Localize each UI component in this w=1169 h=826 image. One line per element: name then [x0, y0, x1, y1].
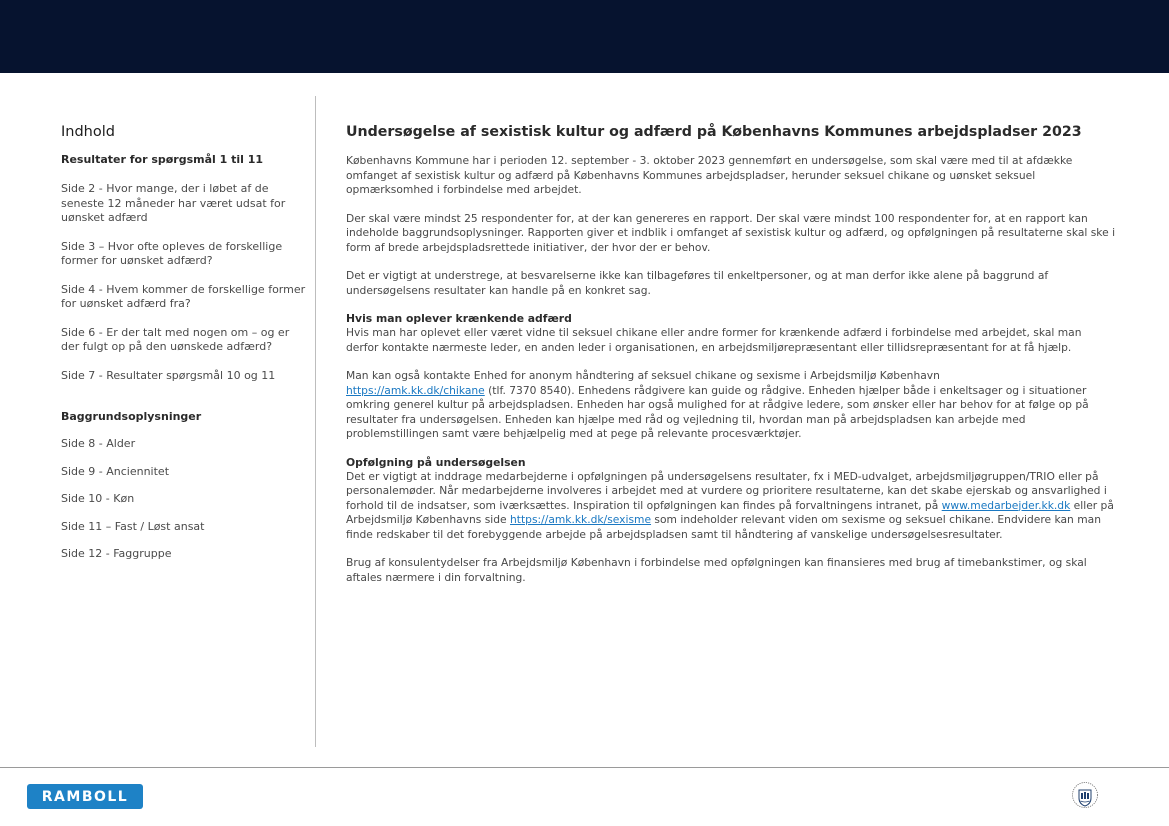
toc-heading: Indhold — [61, 124, 115, 140]
sexisme-link[interactable]: https://amk.kk.dk/sexisme — [510, 513, 652, 526]
table-of-contents — [61, 124, 306, 575]
toc-background-list — [61, 437, 306, 562]
followup-text-a: Det er vigtigt at inddrage medarbejderne i opfølgningen på undersøgelsens resultater, fx i MED-udvalget, arbejdsmiljøgruppen/TRIO eller på personalemøder. Når medarbejderne involveres i arbejdet med at vurdere og prioritere resultaterne, kan det skabe ejerskab og ansvarlighed i forhold til de indsatser, som iværksættes. Inspiration til opfølgningen kan findes på forvaltningens intranet, på — [346, 469, 1107, 512]
intro-paragraph: Københavns Kommune har i perioden 12. september - 3. oktober 2023 gennemført en undersøgelse, som skal være med til at afdække omfanget af sexistisk kultur og adfærd på Københavns Kommunes arbejdspladser, herunder seksuel chikane og uønsket seksuel opmærksomhed i forbindelse med arbejdet. — [346, 154, 1073, 196]
toc-results-list — [61, 182, 306, 383]
footer-divider — [0, 767, 1169, 768]
medarbejder-link[interactable]: www.medarbejder.kk.dk — [941, 498, 1071, 512]
page-title: Undersøgelse af sexistisk kultur og adfærd på Københavns Kommunes arbejdspladser 2023 — [346, 124, 1082, 140]
ramboll-logo: RAMBOLL — [27, 784, 143, 809]
toc-item-side-9[interactable]: Side 9 - Anciennitet — [61, 464, 170, 478]
main-content — [346, 124, 1116, 599]
anonymous-unit-text: (tlf. 7370 8540). Enhedens rådgivere kan guide og rådgive. Enheden hjælper både i enkeltsager og i situationer omkring generel kultur på arbejdspladsen. Enheden har også mulighed for at rådgive ledere, som ønsker eller har behov for at følge op på resultater fra undersøgelsen. Enheden kan hjælpe med råd og vejledning til, hvordan man på arbejdspladsen kan arbejde med problemstillingen samt være behjælpelig med at pege på relevante procesværktøjer. — [346, 383, 1089, 440]
toc-item-side-2[interactable]: Side 2 - Hvor mange, der i løbet af de seneste 12 måneder har været udsat for uønsket adfærd — [61, 182, 286, 224]
toc-item-side-10[interactable]: Side 10 - Køn — [61, 492, 135, 505]
offensive-behaviour-heading: Hvis man oplever krænkende adfærd — [346, 312, 572, 325]
toc-item-side-6[interactable]: Side 6 - Er der talt med nogen om – og er der fulgt op på den uønskede adfærd? — [61, 325, 290, 353]
offensive-behaviour-paragraph: Hvis man har oplevet eller været vidne til seksuel chikane eller andre former for krænkende adfærd i forbindelse med arbejdet, skal man derfor kontakte nærmeste leder, en anden leder i organisationen, en arbejdsmiljørepræsentant eller tillidsrepræsentant for at få hjælp. — [346, 326, 1082, 354]
followup-paragraph — [346, 470, 1116, 543]
toc-item-side-11[interactable]: Side 11 – Fast / Løst ansat — [61, 519, 205, 533]
respondents-paragraph: Der skal være mindst 25 respondenter for, at der kan genereres en rapport. Der skal være mindst 100 respondenter for, at en rapport kan indeholde baggrundsoplysninger. Rapporten giver et indblik i omfanget af sexistisk kultur og adfærd, og opfølgningen på resultaterne skal ske i form af brede arbejdspladsrettede initiativer, der hvor der er behov. — [346, 211, 1116, 254]
toc-item-side-8[interactable]: Side 8 - Alder — [61, 437, 136, 450]
consultancy-paragraph: Brug af konsulentydelser fra Arbejdsmiljø København i forbindelse med opfølgningen kan finansieres med brug af timebankstimer, og skal aftales nærmere i din forvaltning. — [346, 556, 1087, 584]
toc-item-side-7[interactable]: Side 7 - Resultater spørgsmål 10 og 11 — [61, 368, 276, 382]
top-banner — [0, 0, 1169, 73]
toc-item-side-12[interactable]: Side 12 - Faggruppe — [61, 547, 172, 560]
anonymous-unit-intro: Man kan også kontakte Enhed for anonym håndtering af seksuel chikane og sexisme i Arbejdsmiljø København — [346, 369, 940, 382]
followup-text-b: eller på Arbejdsmiljø Københavns side — [346, 498, 1114, 526]
followup-text-c: som indeholder relevant viden om sexisme og seksuel chikane. Endvidere kan man finde redskaber til det forebyggende arbejde på arbejdspladsen samt til håndtering af vanskelige undersøgelsesresultater. — [346, 513, 1101, 541]
toc-section-background-title: Baggrundsoplysninger — [61, 410, 202, 423]
toc-item-side-3[interactable]: Side 3 – Hvor ofte opleves de forskellige former for uønsket adfærd? — [61, 239, 283, 267]
followup-heading: Opfølgning på undersøgelsen — [346, 455, 526, 469]
anonymous-unit-paragraph — [346, 369, 1116, 442]
toc-item-side-4[interactable]: Side 4 - Hvem kommer de forskellige former for uønsket adfærd fra? — [61, 282, 306, 310]
vertical-divider — [315, 96, 316, 747]
kk-coat-of-arms-icon — [1071, 781, 1099, 811]
chikane-link[interactable]: https://amk.kk.dk/chikane — [346, 383, 485, 397]
toc-section-results-title: Resultater for spørgsmål 1 til 11 — [61, 153, 264, 166]
anonymity-paragraph: Det er vigtigt at understrege, at besvarelserne ikke kan tilbageføres til enkeltpersoner, og at man derfor ikke alene på baggrund af undersøgelsens resultater kan handle på en konkret sag. — [346, 269, 1049, 297]
